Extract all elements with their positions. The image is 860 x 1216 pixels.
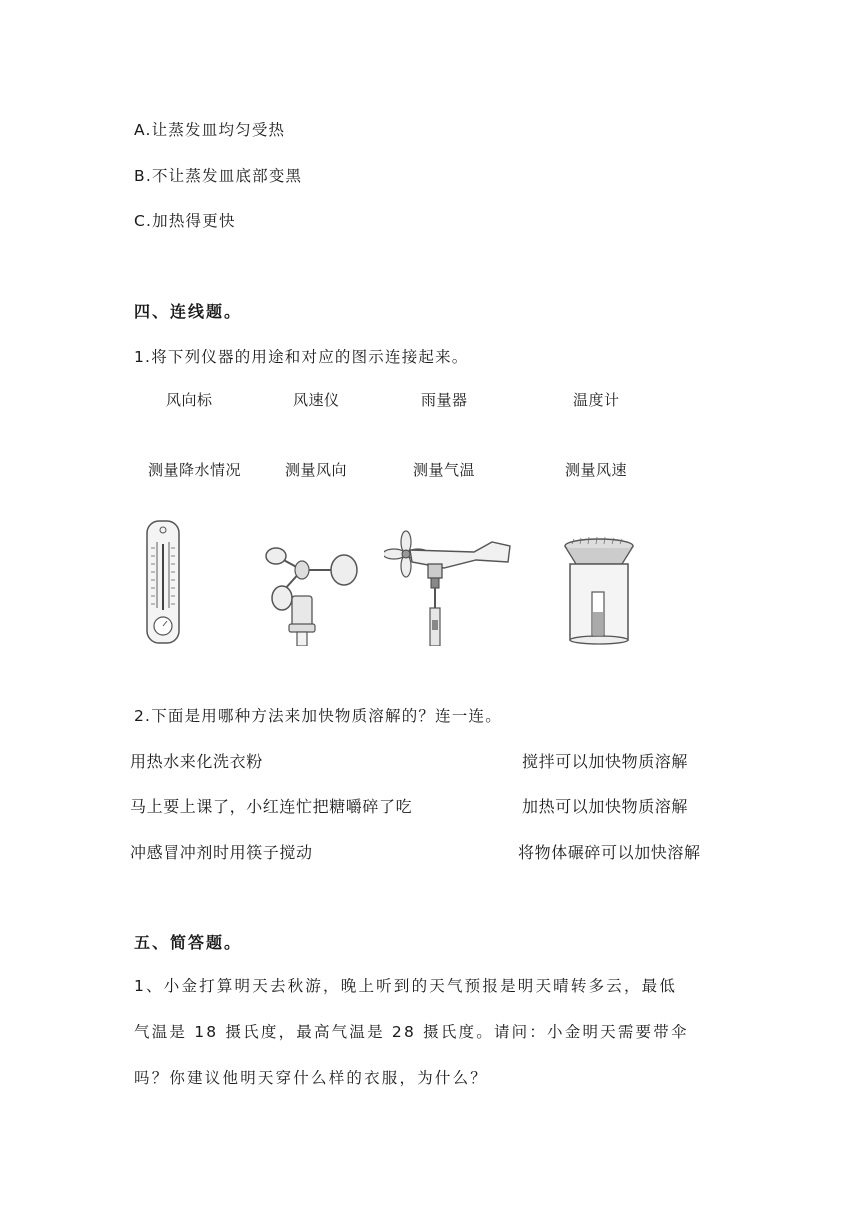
left-item-stir-medicine: 冲感冒冲剂时用筷子搅动 — [130, 843, 313, 862]
right-item-heating: 加热可以加快物质溶解 — [522, 797, 689, 816]
instrument-label-thermometer: 温度计 — [573, 391, 620, 409]
thermometer-icon — [143, 518, 183, 646]
option-a: A.让蒸发皿均匀受热 — [134, 121, 286, 139]
option-b: B.不让蒸发皿底部变黑 — [134, 167, 303, 185]
section5-text-line3: 吗？你建议他明天穿什么样的衣服，为什么？ — [134, 1069, 489, 1087]
left-item-chew-sugar: 马上要上课了，小红连忙把糖嚼碎了吃 — [130, 797, 413, 816]
instrument-label-wind-vane: 风向标 — [166, 391, 213, 409]
anemometer-icon — [262, 540, 362, 646]
section5-heading: 五、简答题。 — [134, 933, 243, 952]
rain-gauge-icon — [562, 536, 636, 646]
section4-heading: 四、连线题。 — [134, 302, 243, 321]
instrument-label-rain-gauge: 雨量器 — [421, 391, 468, 409]
option-c: C.加热得更快 — [134, 212, 236, 230]
section4-question1: 1.将下列仪器的用途和对应的图示连接起来。 — [134, 348, 469, 366]
use-label-wind-speed: 测量风速 — [565, 461, 628, 479]
section5-text-line1: 1、小金打算明天去秋游，晚上听到的天气预报是明天晴转多云，最低 — [134, 977, 678, 995]
use-label-wind-direction: 测量风向 — [285, 461, 348, 479]
section4-question2: 2.下面是用哪种方法来加快物质溶解的？连一连。 — [134, 707, 502, 725]
left-item-hot-water: 用热水来化洗衣粉 — [130, 752, 263, 771]
right-item-stirring: 搅拌可以加快物质溶解 — [522, 752, 689, 771]
section5-text-line2: 气温是 18 摄氏度，最高气温是 28 摄氏度。请问：小金明天需要带伞 — [134, 1023, 689, 1041]
wind-vane-icon — [384, 528, 514, 646]
use-label-precipitation: 测量降水情况 — [148, 461, 242, 479]
use-label-temperature: 测量气温 — [413, 461, 476, 479]
right-item-crushing: 将物体碾碎可以加快溶解 — [518, 843, 701, 862]
instrument-label-anemometer: 风速仪 — [293, 391, 340, 409]
